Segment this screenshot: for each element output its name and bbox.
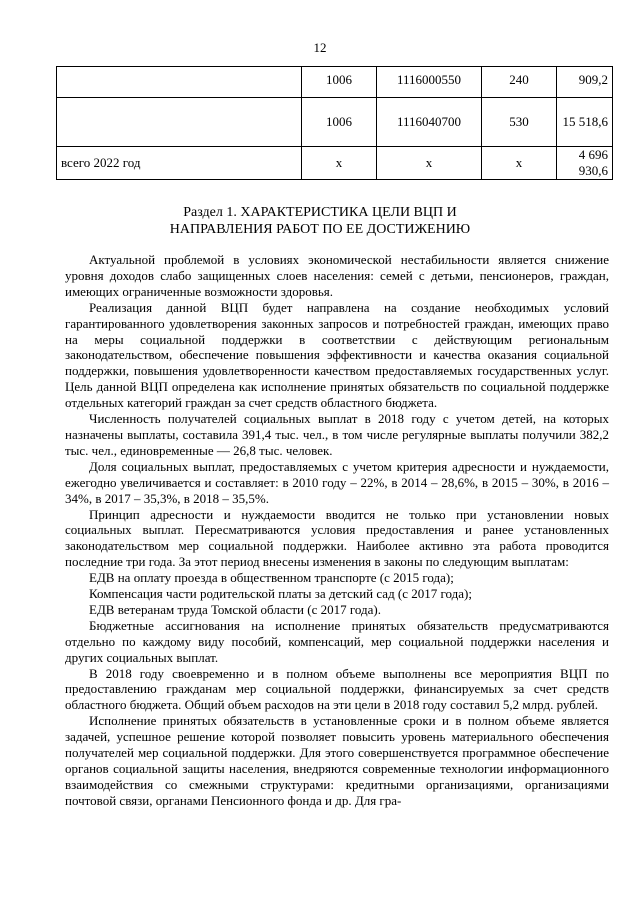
table-cell-label (57, 98, 302, 147)
table-cell-expense-type: 240 (482, 67, 557, 98)
table-row (57, 67, 613, 98)
paragraph: В 2018 году своевременно и в полном объеме выполнены все мероприятия ВЦП по предоставлению гражданам мер социальной поддержки, финансируемых за счет средств областного бюджета. Общий объем расходов на эти цели в 2018 году составил 5,2 млрд. рублей. (65, 665, 609, 713)
table-cell-section-code: 1006 (302, 98, 377, 147)
table-cell-amount: 15 518,6 (557, 98, 613, 147)
section-title-line2: НАПРАВЛЕНИЯ РАБОТ ПО ЕЕ ДОСТИЖЕНИЮ (169, 222, 471, 237)
paragraph: Актуальной проблемой в условиях экономической нестабильности является снижение уровня доходов слабо защищенных слоев населения: семей с детьми, пенсионеров, граждан, имеющих ограниченные возможности здоровья. (65, 252, 609, 299)
paragraph: Численность получателей социальных выплат в 2018 году с учетом детей, на которых назначены выплаты, составила 391,4 тыс. чел., в том числе регулярные выплаты получили 382,2 тыс. чел., единовременные — 26,8 тыс. человек. (65, 411, 609, 458)
table-cell-expense-type: 530 (482, 98, 557, 147)
table-cell-amount: 909,2 (557, 67, 613, 98)
paragraph: Доля социальных выплат, предоставляемых с учетом критерия адресности и нуждаемости, ежегодно увеличивается и составляет: в 2010 году – 22%, в 2014 – 28,6%, в 2015 – 30%, в 2016 – 34%, в 2017 – 35,3%, в 2018 – 35,5%. (65, 458, 609, 506)
list-item: ЕДВ на оплату проезда в общественном транспорте (с 2015 года); (89, 570, 454, 586)
table-cell-target-code: х (377, 147, 482, 180)
paragraph: Принцип адресности и нуждаемости вводится не только при установлении новых социальных выплат. Пересматриваются условия предоставления и ранее установленных законодательством мер социальной поддержки. Наиболее активно эта работа проводится последние три года. За этот период внесены изменения в законы по следующим выплатам: (65, 506, 609, 570)
table-cell-label (57, 67, 302, 98)
page-number: 12 (313, 40, 327, 55)
list-item: ЕДВ ветеранам труда Томской области (с 2017 года). (89, 601, 381, 617)
table-cell-expense-type: х (482, 147, 557, 180)
budget-table (56, 66, 613, 180)
table-cell-amount: 4 696 930,6 (557, 147, 613, 180)
table-cell-section-code: х (302, 147, 377, 180)
section-heading (0, 204, 640, 238)
table-cell-label: всего 2022 год (57, 147, 302, 180)
list-item: Компенсация части родительской платы за детский сад (с 2017 года); (89, 586, 472, 602)
table-cell-target-code: 1116040700 (377, 98, 482, 147)
table-cell-target-code: 1116000550 (377, 67, 482, 98)
table-cell-section-code: 1006 (302, 67, 377, 98)
body-text (65, 252, 609, 809)
table-row (57, 98, 613, 147)
table-row-total (57, 147, 613, 180)
paragraph: Исполнение принятых обязательств в установленные сроки и в полном объеме является задачей, успешное решение которой позволяет повысить уровень материального обеспечения получателей мер социальной поддержки. Для этого совершенствуется программное обеспечение органов социальной защиты населения, внедряются современные технологии информационного взаимодействия со смежными структурами: кредитными организациями, организациями почтовой связи, органами Пенсионного фонда и др. Для гра- (65, 713, 609, 808)
section-title-line1: Раздел 1. ХАРАКТЕРИСТИКА ЦЕЛИ ВЦП И (183, 205, 457, 220)
paragraph: Реализация данной ВЦП будет направлена на создание необходимых условий гарантированного удовлетворения законных запросов и потребностей граждан, имеющих право на меры социальной поддержки в соответствии с действующим региональным законодательством, обеспечение повышения эффективности и качества оказания социальной поддержки, повышения удовлетворенности качеством предоставляемых государственных услуг. Цель данной ВЦП определена как исполнение принятых обязательств по социальной поддержке отдельных категорий граждан за счет средств областного бюджета. (65, 299, 609, 411)
paragraph: Бюджетные ассигнования на исполнение принятых обязательств предусматриваются отдельно по каждому виду пособий, компенсаций, мер социальной поддержки населения и других социальных выплат. (65, 617, 609, 665)
